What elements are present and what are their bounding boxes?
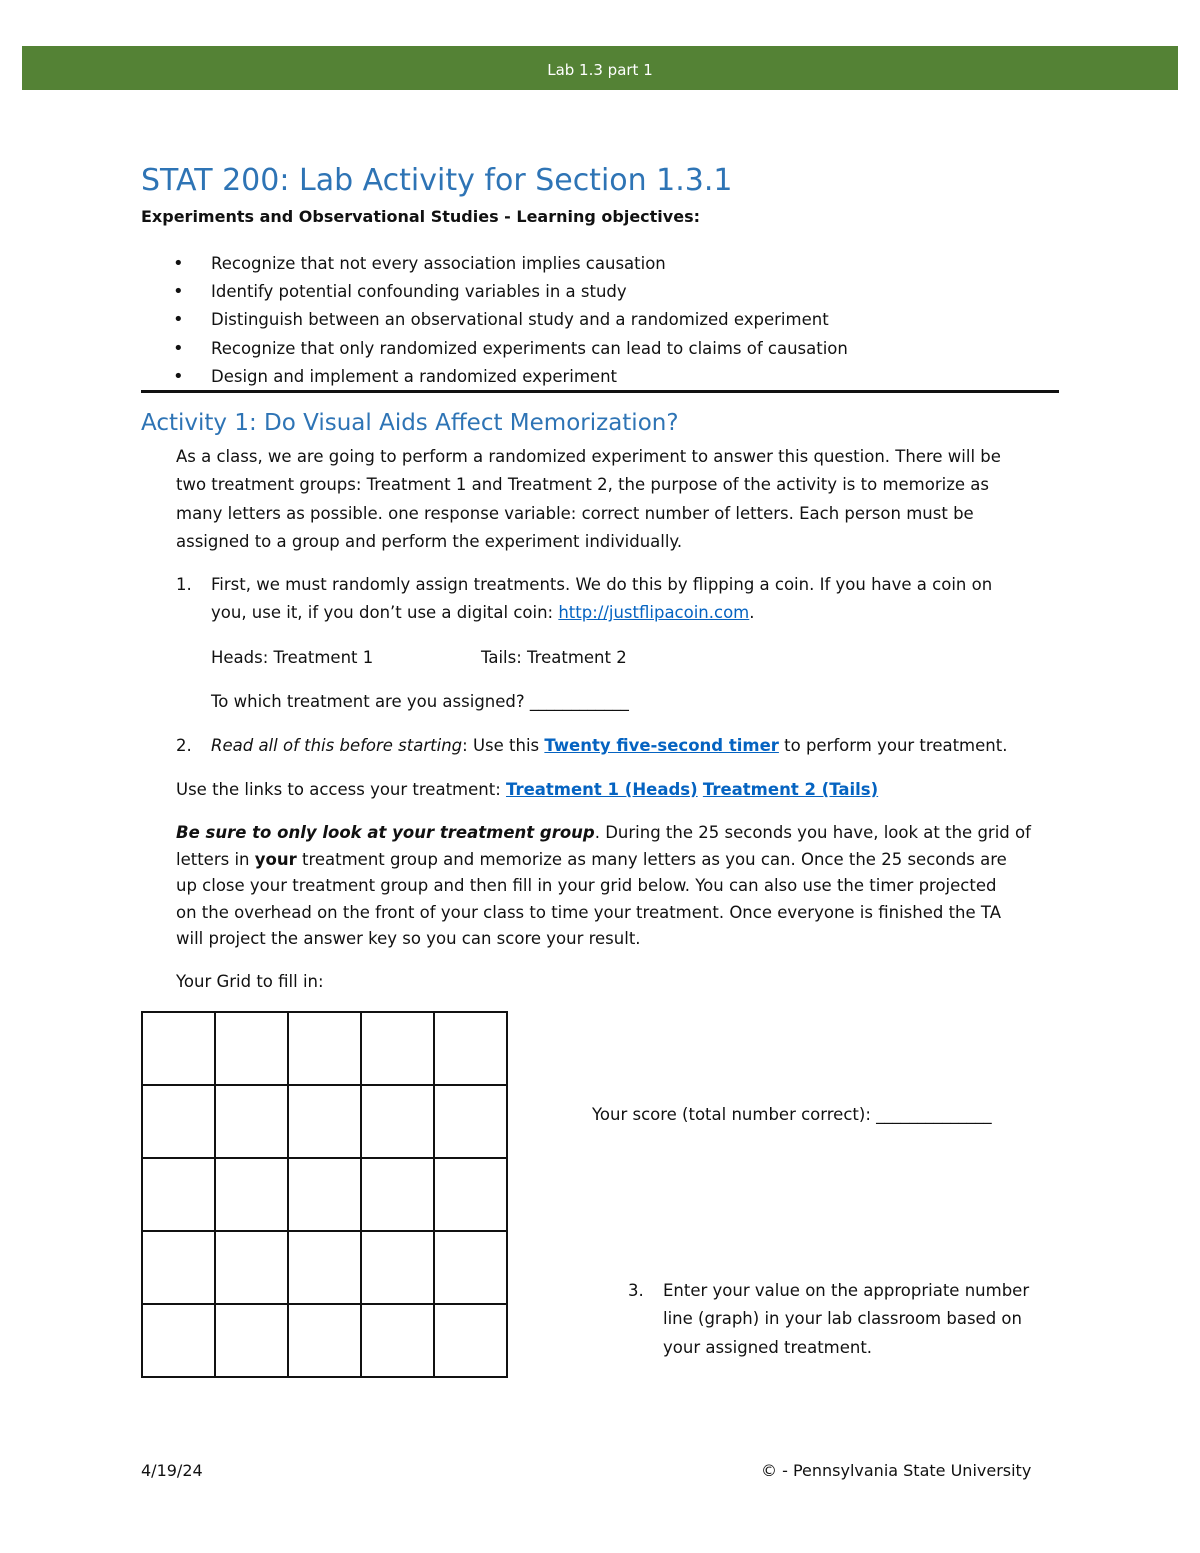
bullet-icon: • bbox=[173, 253, 184, 274]
header-band bbox=[22, 46, 1178, 90]
treatment-2-link[interactable]: Treatment 2 (Tails) bbox=[702, 780, 879, 799]
assignment-question: To which treatment are you assigned? ____________ bbox=[211, 692, 629, 711]
step-3-text: Enter your value on the appropriate number line (graph) in your lab classroom based on your assigned treatment. bbox=[663, 1281, 1030, 1357]
grid-cell[interactable] bbox=[142, 1158, 215, 1231]
timer-link[interactable]: Twenty five-second timer bbox=[544, 736, 779, 755]
grid-cell[interactable] bbox=[142, 1231, 215, 1304]
grid-cell[interactable] bbox=[215, 1085, 288, 1158]
step-1-text: First, we must randomly assign treatments. We do this by flipping a coin. If you have a coin on you, use it, if you don’t use a digital coin: http://justflipacoin.com. bbox=[211, 575, 993, 623]
grid-row bbox=[142, 1231, 507, 1304]
tails-label: Tails: Treatment 2 bbox=[481, 648, 627, 667]
score-field[interactable]: Your score (total number correct): ______________ bbox=[592, 1105, 992, 1124]
grid-cell[interactable] bbox=[288, 1304, 361, 1377]
step-2-text: Read all of this before starting: Use this Twenty five-second timer to perform your treatment. bbox=[211, 736, 1008, 755]
header-label: Lab 1.3 part 1 bbox=[547, 61, 653, 79]
step-2-number: 2. bbox=[176, 736, 192, 755]
bullet-icon: • bbox=[173, 337, 184, 359]
section-divider bbox=[141, 390, 1059, 393]
grid-row bbox=[142, 1085, 507, 1158]
treatment-1-link[interactable]: Treatment 1 (Heads) bbox=[506, 780, 698, 799]
grid-cell[interactable] bbox=[288, 1085, 361, 1158]
grid-cell[interactable] bbox=[142, 1085, 215, 1158]
step-1-number: 1. bbox=[176, 575, 192, 594]
grid-cell[interactable] bbox=[434, 1304, 507, 1377]
grid-cell[interactable] bbox=[215, 1012, 288, 1085]
heads-label: Heads: Treatment 1 bbox=[211, 648, 374, 667]
grid-cell[interactable] bbox=[142, 1304, 215, 1377]
list-item: • Identify potential confounding variables in a study bbox=[173, 281, 627, 303]
footer-copyright: © - Pennsylvania State University bbox=[761, 1461, 1032, 1480]
grid-cell[interactable] bbox=[434, 1231, 507, 1304]
grid-cell[interactable] bbox=[434, 1085, 507, 1158]
grid-cell[interactable] bbox=[288, 1012, 361, 1085]
bullet-icon: • bbox=[173, 281, 184, 303]
grid-cell[interactable] bbox=[361, 1231, 434, 1304]
grid-row bbox=[142, 1012, 507, 1085]
grid-cell[interactable] bbox=[361, 1304, 434, 1377]
grid-cell[interactable] bbox=[288, 1231, 361, 1304]
grid-cell[interactable] bbox=[361, 1085, 434, 1158]
step-3-number: 3. bbox=[628, 1281, 644, 1300]
page-title: STAT 200: Lab Activity for Section 1.3.1 bbox=[141, 163, 733, 198]
coin-flip-link[interactable]: http://justflipacoin.com bbox=[558, 603, 750, 623]
bullet-icon: • bbox=[173, 365, 184, 387]
grid-label: Your Grid to fill in: bbox=[176, 972, 324, 991]
activity-title: Activity 1: Do Visual Aids Affect Memorization? bbox=[141, 410, 679, 436]
grid-cell[interactable] bbox=[215, 1304, 288, 1377]
bullet-icon: • bbox=[173, 309, 184, 331]
grid-cell[interactable] bbox=[142, 1012, 215, 1085]
grid-cell[interactable] bbox=[361, 1012, 434, 1085]
footer-date: 4/19/24 bbox=[141, 1461, 203, 1480]
list-item: • Recognize that not every association implies causation bbox=[173, 253, 666, 274]
list-item: • Distinguish between an observational study and a randomized experiment bbox=[173, 309, 829, 331]
list-item: • Design and implement a randomized experiment bbox=[173, 365, 617, 387]
grid-cell[interactable] bbox=[288, 1158, 361, 1231]
instructions-paragraph: Be sure to only look at your treatment group. During the 25 seconds you have, look at the grid of letters in your treatment group and memorize as many letters as you can. Once the 25 seconds are up close your treatment group and then fill in your grid below. You can also use the timer projected on the overhead on the front of your class to time your treatment. Once everyone is finished the TA will project the answer key so you can score your result. bbox=[176, 823, 1031, 948]
grid-cell[interactable] bbox=[215, 1158, 288, 1231]
grid-row bbox=[142, 1304, 507, 1377]
grid-cell[interactable] bbox=[434, 1012, 507, 1085]
intro-paragraph: As a class, we are going to perform a randomized experiment to answer this question. There will be two treatment groups: Treatment 1 and Treatment 2, the purpose of the activity is to memorize as many letters as possible. one response variable: correct number of letters. Each person must be assigned to a group and perform the experiment individually. bbox=[176, 447, 1001, 551]
answer-grid bbox=[141, 1011, 508, 1378]
grid-cell[interactable] bbox=[434, 1158, 507, 1231]
grid-cell[interactable] bbox=[215, 1231, 288, 1304]
grid-row bbox=[142, 1158, 507, 1231]
list-item: • Recognize that only randomized experiments can lead to claims of causation bbox=[173, 337, 848, 359]
grid-cell[interactable] bbox=[361, 1158, 434, 1231]
treatment-links-line: Use the links to access your treatment: Treatment 1 (Heads) Treatment 2 (Tails) bbox=[176, 780, 879, 799]
objectives-list bbox=[141, 252, 848, 393]
objectives-heading: Experiments and Observational Studies - Learning objectives: bbox=[141, 207, 700, 226]
